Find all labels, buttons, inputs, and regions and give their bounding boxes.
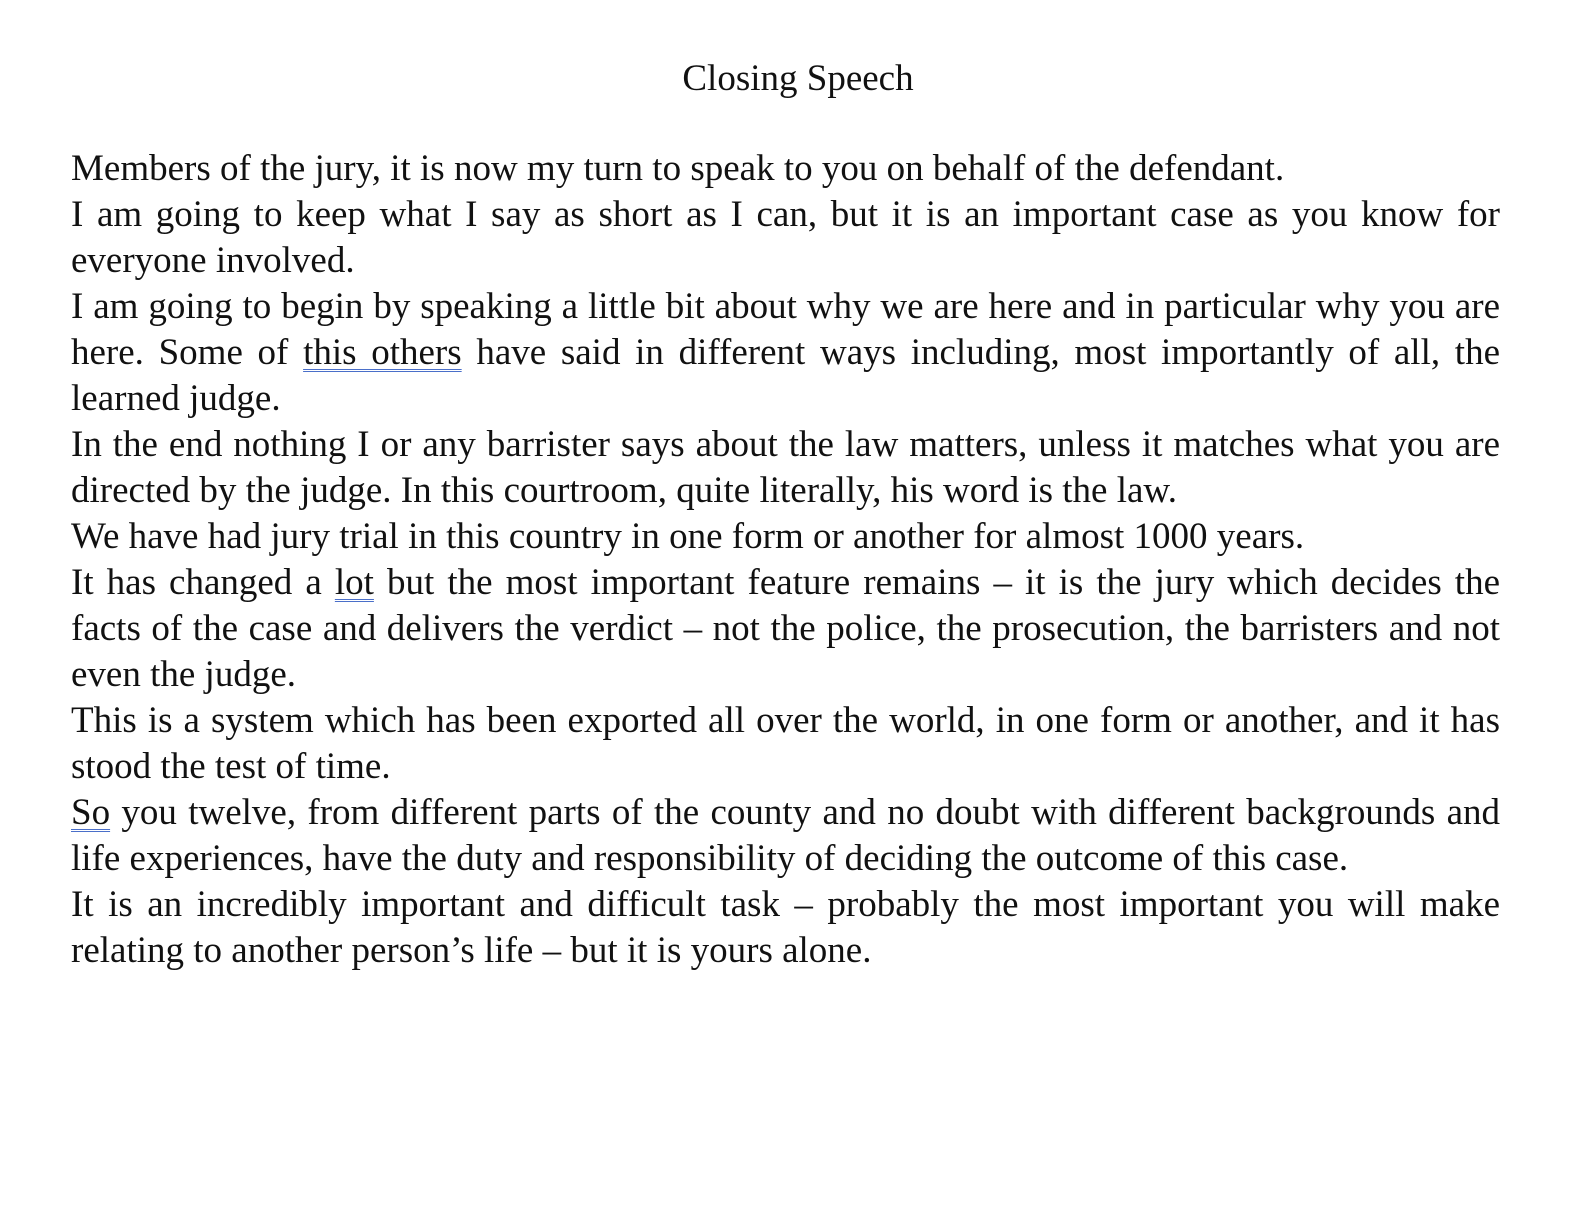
paragraph-6-before: It has changed a — [71, 562, 335, 603]
grammar-suggestion-underline[interactable]: So — [71, 792, 111, 833]
paragraph-3-after: have said in different ways including, most importantly of all, the learned judge. — [71, 332, 1500, 419]
grammar-suggestion-underline[interactable]: lot — [334, 562, 374, 603]
paragraph-3-before: I am going to begin by speaking a little bit about why we are here and in particular why you are here. Some of — [71, 286, 1500, 373]
paragraph-6-after: but the most important feature remains – it is the jury which decides the facts of the case and delivers the verdict – not the police, the prosecution, the barristers and not even the judge. — [71, 562, 1500, 695]
paragraph-6 — [71, 560, 1500, 698]
paragraph-8-after: you twelve, from different parts of the county and no doubt with different backgrounds and life experiences, have the duty and responsibility of deciding the outcome of this case. — [71, 792, 1500, 879]
grammar-suggestion-underline[interactable]: this others — [303, 332, 462, 373]
document-body[interactable] — [71, 146, 1500, 974]
document-title: Closing Speech — [682, 58, 914, 99]
paragraph-1: Members of the jury, it is now my turn to speak to you on behalf of the defendant. — [71, 148, 1285, 189]
paragraph-7: This is a system which has been exported all over the world, in one form or another, and it has stood the test of time. — [71, 700, 1500, 787]
paragraph-5: We have had jury trial in this country in one form or another for almost 1000 years. — [71, 516, 1305, 557]
paragraph-3 — [71, 284, 1500, 422]
paragraph-4: In the end nothing I or any barrister says about the law matters, unless it matches what you are directed by the judge. In this courtroom, quite literally, his word is the law. — [71, 424, 1500, 511]
paragraph-9: It is an incredibly important and difficult task – probably the most important you will make relating to another person’s life – but it is yours alone. — [71, 884, 1500, 971]
paragraph-8 — [71, 790, 1500, 882]
paragraph-2: I am going to keep what I say as short as I can, but it is an important case as you know for everyone involved. — [71, 194, 1500, 281]
